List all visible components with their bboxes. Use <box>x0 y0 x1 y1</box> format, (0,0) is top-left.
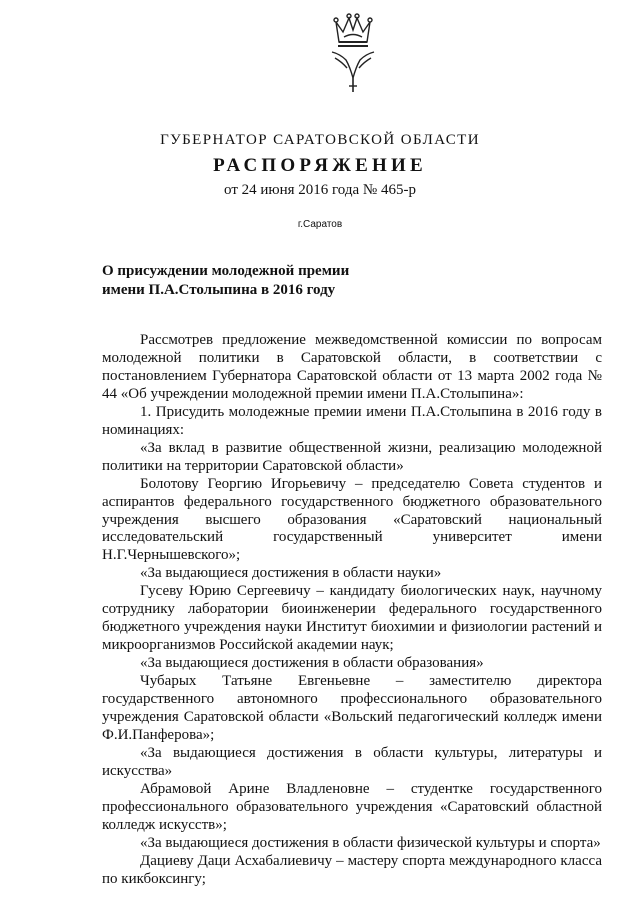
subject-line: О присуждении молодежной премии <box>102 263 350 279</box>
nomination-title: «За выдающиеся достижения в области культуры, литературы и искусства» <box>102 744 602 779</box>
body-paragraph: 1. Присудить молодежные премии имени П.А.Столыпина в 2016 году в номинациях: <box>102 403 602 438</box>
nomination-title: «За выдающиеся достижения в области физической культуры и спорта» <box>140 834 601 851</box>
laureate-paragraph: Болотову Георгию Игорьевичу – председателю Совета студентов и аспирантов федерального государственного бюджетного образовательного учреждения высшего образования «Саратовский национальный исследовательский государственный университет имени Н.Г.Чернышевского»; <box>102 475 602 564</box>
nomination-title: «За вклад в развитие общественной жизни, реализацию молодежной политики на территории Саратовской области» <box>102 439 602 474</box>
laureate-paragraph: Гусеву Юрию Сергеевичу – кандидату биологических наук, научному сотруднику лаборатории биоинженерии федерального государственного бюджетного учреждения науки Институт биохимии и физиологии растений и микроорганизмов Российской академии наук; <box>102 583 602 654</box>
document-date-number: от 24 июня 2016 года № 465-р <box>224 182 416 198</box>
emblem-crown-icon <box>322 12 384 94</box>
document-city: г.Саратов <box>297 219 343 230</box>
document-type: РАСПОРЯЖЕНИЕ <box>213 155 427 176</box>
document-body <box>102 332 602 889</box>
subject-line: имени П.А.Столыпина в 2016 году <box>102 282 336 298</box>
document-subject <box>102 262 422 300</box>
laureate-paragraph: Чубарых Татьяне Евгеньевне – заместителю директора государственного автономного профессионального образовательного учреждения Саратовской области «Вольский педагогический колледж имени Ф.И.Панферова»; <box>102 673 602 743</box>
nomination-title: «За выдающиеся достижения в области образования» <box>140 655 484 672</box>
body-paragraph: Рассмотрев предложение межведомственной комиссии по вопросам молодежной политики в Саратовской области, в соответствии с постановлением Губернатора Саратовской области от 13 марта 2002 года № 44 «Об учреждении молодежной премии имени П.А.Столыпина»: <box>102 332 602 402</box>
nomination-title: «За выдающиеся достижения в области науки» <box>140 565 442 582</box>
governor-title: ГУБЕРНАТОР САРАТОВСКОЙ ОБЛАСТИ <box>160 132 480 148</box>
laureate-paragraph: Дациеву Даци Асхабалиевичу – мастеру спорта международного класса по кикбоксингу; <box>102 852 602 887</box>
laureate-paragraph: Абрамовой Арине Владленовне – студентке государственного профессионального образовательного учреждения «Саратовский областной колледж искусств»; <box>102 780 602 833</box>
